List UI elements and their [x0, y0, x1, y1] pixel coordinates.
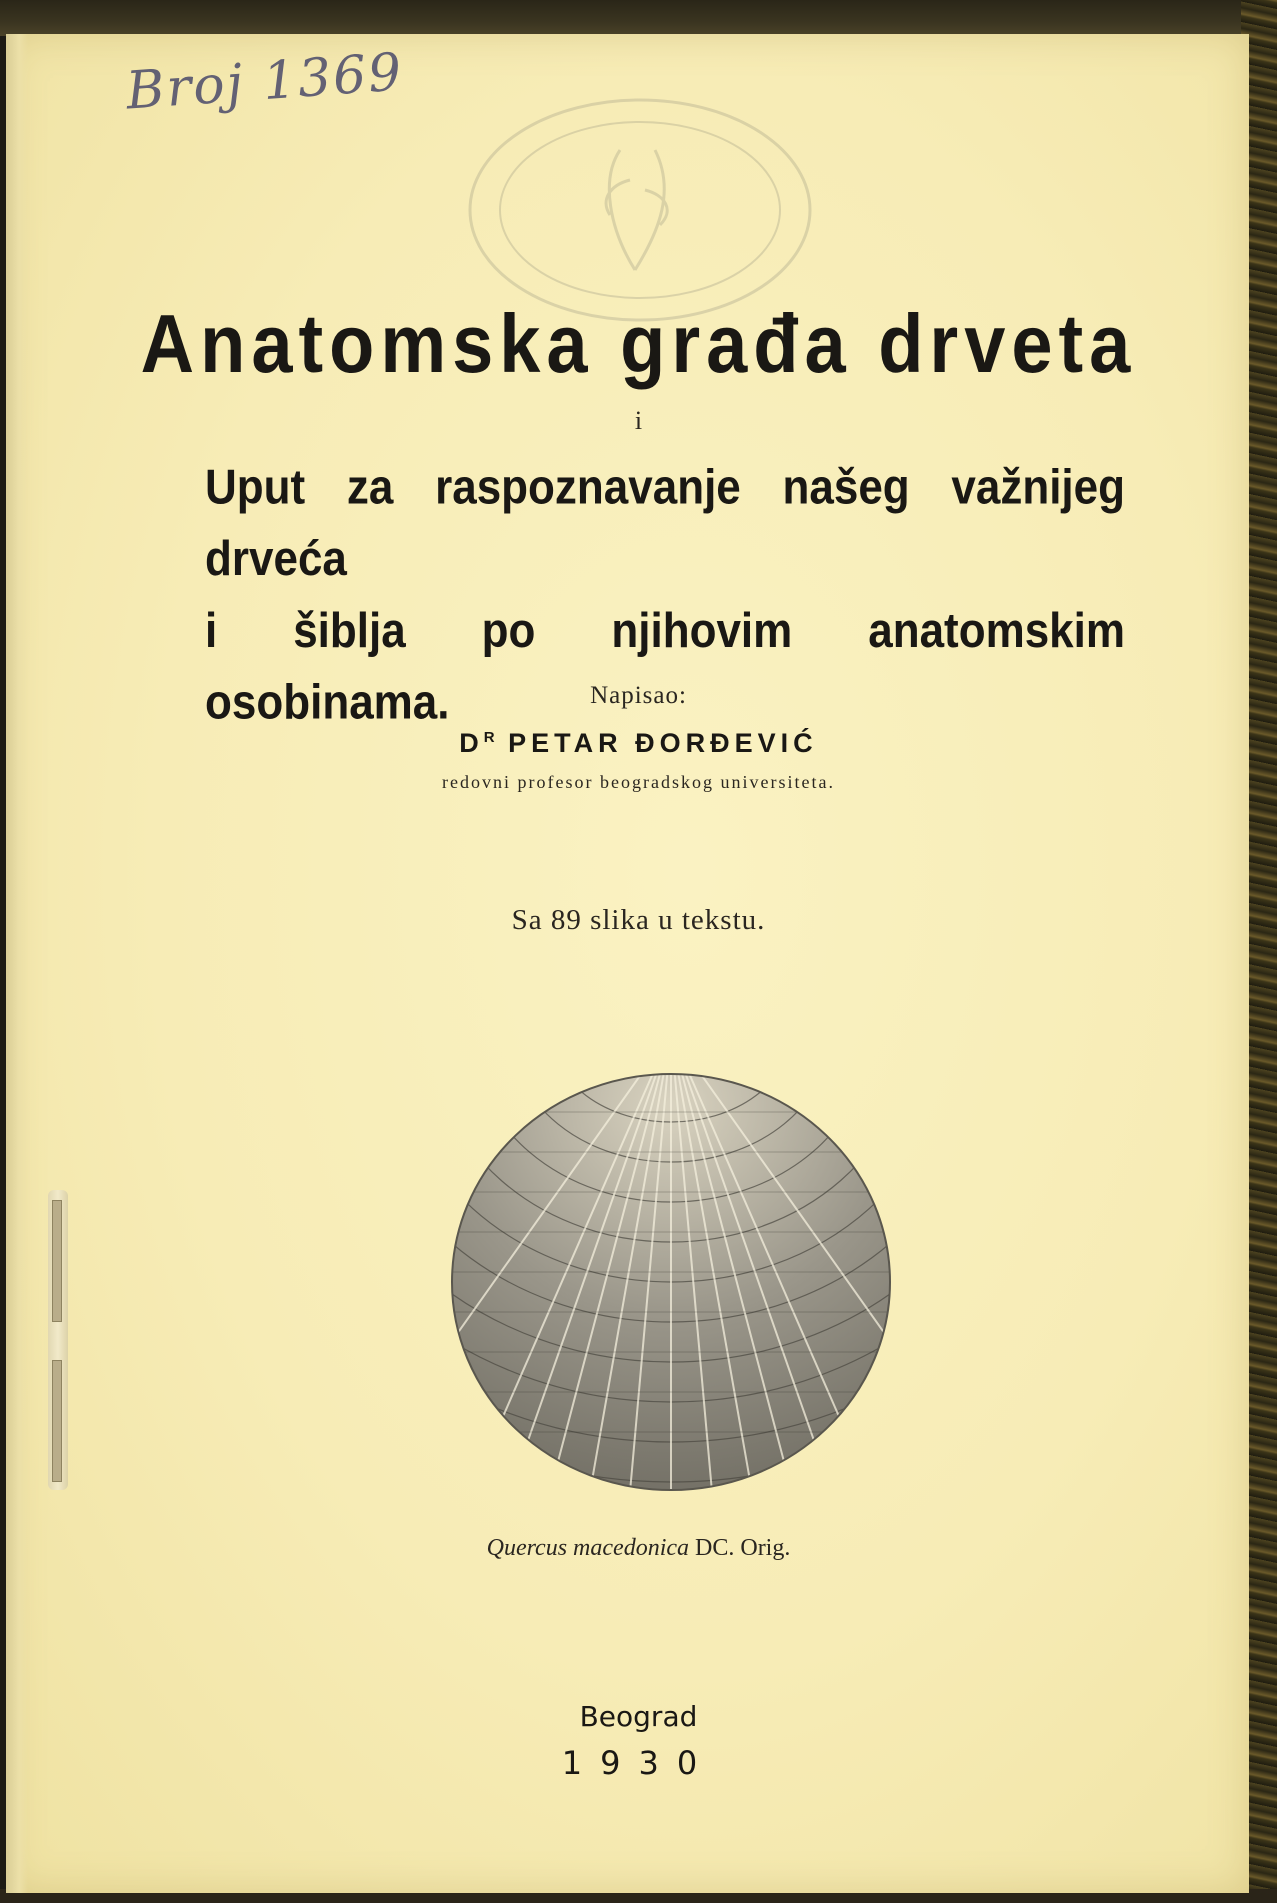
binding-staple	[52, 1360, 62, 1482]
subtitle-line-2: i šiblja po njihovim anatomskim osobinama.	[205, 603, 1125, 730]
title-conjunction: i	[634, 406, 643, 435]
imprint-year: 1930	[561, 1744, 716, 1782]
book-binding-top	[0, 0, 1277, 36]
author-affiliation: redovni profesor beogradskog universiteta.	[442, 772, 835, 792]
author-intro: Napisao:	[590, 682, 687, 709]
imprint-city: Beograd	[579, 1700, 698, 1733]
handwritten-note: Broj 1369	[124, 42, 406, 122]
author-prefix: D	[459, 728, 484, 758]
caption-species: Quercus macedonica	[486, 1535, 690, 1561]
author-name: PETAR ĐORĐEVIĆ	[508, 728, 818, 758]
binding-staple	[52, 1200, 62, 1322]
author-name-line	[0, 728, 1277, 759]
figure-caption	[0, 1535, 1277, 1562]
book-title: Anatomska građa drveta	[140, 297, 1137, 391]
caption-source: DC. Orig.	[695, 1535, 791, 1561]
author-prefix-sup: R	[483, 729, 496, 746]
subtitle-line-1: Uput za raspoznavanje našeg važnijeg drveća	[205, 459, 1125, 587]
wood-cross-section-image	[450, 1072, 892, 1492]
images-note: Sa 89 slika u tekstu.	[511, 904, 766, 936]
library-stamp-icon	[460, 90, 820, 330]
